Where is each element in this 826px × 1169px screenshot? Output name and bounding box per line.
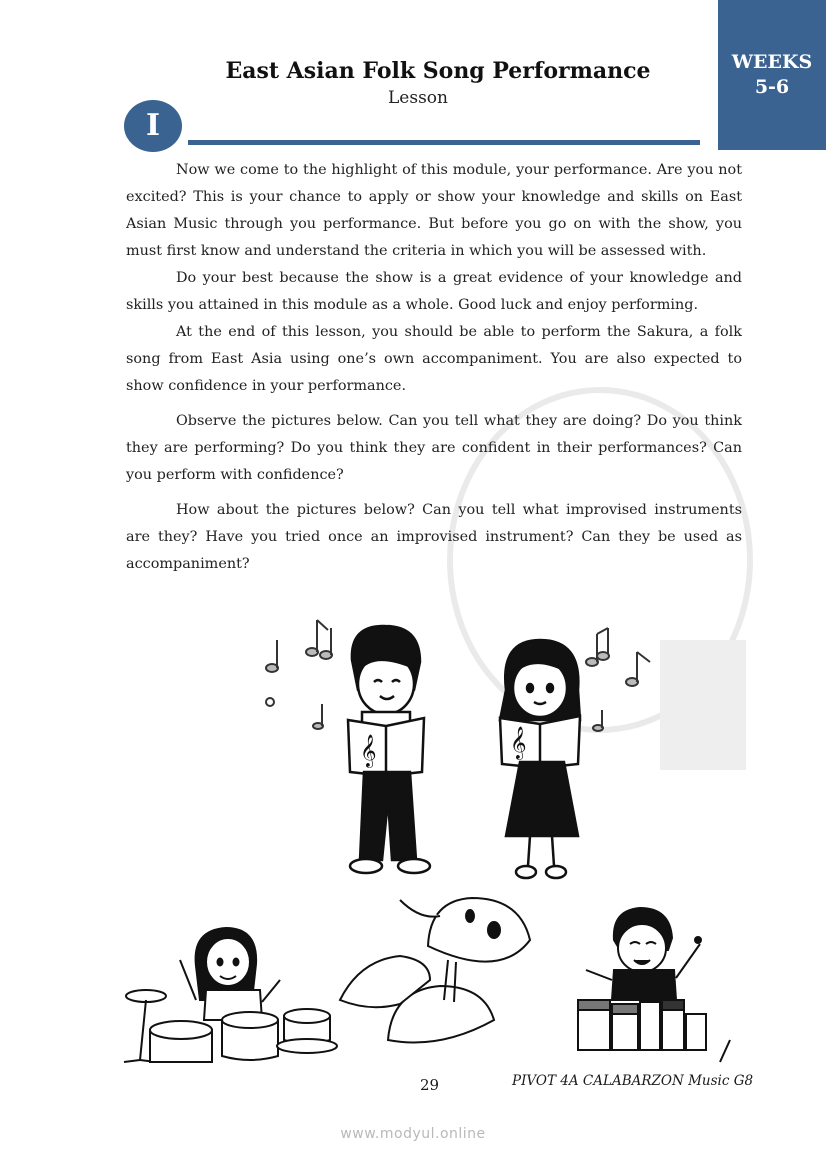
weeks-label: WEEKS [731,51,813,73]
svg-text:𝄞: 𝄞 [360,734,377,767]
paragraph-objective: At the end of this lesson, you should be able to perform the Sakura, a folk song from East Asia using one’s own accompaniment. You are also expected to show confidence in your performance. [126,324,742,394]
paragraph-observe: Observe the pictures below. Can you tell what they are doing? Do you think they are performing? Do you think they are confident in their performances? Can you perform with confidence? [126,413,742,483]
coconut-shells [340,898,530,1043]
lesson-number-badge: I [124,100,182,152]
paragraph-intro: Now we come to the highlight of this module, your performance. Are you not excited? This is your chance to apply or show your knowledge and skills on East Asian Music through you performance. But before you go on with the show, you must first know and understand the criteria in which you will be assessed with. [126,162,742,259]
girl-drummer [180,928,280,1020]
footer-reference: PIVOT 4A CALABARZON Music G8 [512,1073,754,1089]
paragraph-instruments: How about the pictures below? Can you tell what improvised instruments are they? Have you tried once an improvised instrument? Can they be used as accompaniment? [126,502,742,572]
page-subtitle: Lesson [388,88,448,108]
weeks-range: 5-6 [754,76,790,98]
svg-text:𝄞: 𝄞 [510,726,527,759]
page-number: 29 [420,1076,440,1094]
page-title: East Asian Folk Song Performance [225,58,651,84]
boy-can-drummer [578,908,730,1062]
paragraph-encourage: Do your best because the show is a great evidence of your knowledge and skills you attained in this module as a whole. Good luck and enjoy performing. [126,270,742,313]
watermark-url: www.modyul.online [340,1126,486,1142]
